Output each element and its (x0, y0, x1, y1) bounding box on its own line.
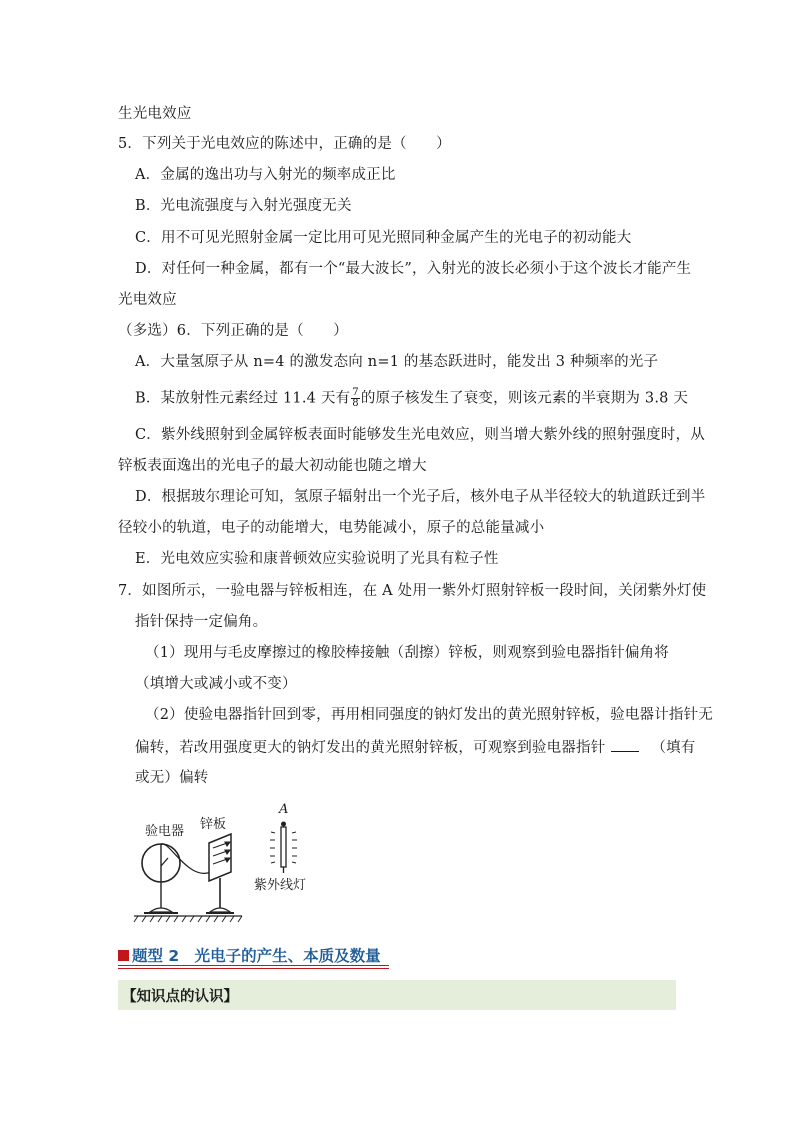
q6-option-a: A．大量氢原子从 n=4 的激发态向 n=1 的基态跃进时，能发出 3 种频率的光子 (135, 354, 659, 370)
q6-option-c-line1: C．紫外线照射到金属锌板表面时能够发生光电效应，则当增大紫外线的照射强度时，从 (135, 427, 705, 443)
knowledge-banner (118, 980, 676, 1010)
answer-blank[interactable] (611, 737, 639, 752)
fraction-denominator: 8 (352, 398, 359, 409)
fraction-numerator: 7 (352, 387, 359, 398)
text-line: 生光电效应 (118, 106, 192, 122)
heading-marker-icon (118, 950, 129, 961)
question-6-stem: （多选）6．下列正确的是（ ） (118, 323, 348, 339)
q7-part1-line2: （填增大或减小或不变） (135, 676, 297, 692)
fraction-seven-eighths (351, 388, 360, 409)
q7-part2-prefix: 偏转，若改用强度更大的钠灯发出的黄光照射锌板，可观察到验电器指针 (135, 740, 606, 756)
q5-option-c: C．用不可见光照射金属一定比用可见光照同种金属产生的光电子的初动能大 (135, 230, 632, 246)
q7-part2-line1: （2）使验电器指针回到零，再用相同强度的钠灯发出的黄光照射锌板，验电器计指针无 (145, 707, 714, 723)
q6-option-d-line1: D．根据玻尔理论可知，氢原子辐射出一个光子后，核外电子从半径较大的轨道跃迁到半 (135, 489, 706, 505)
electroscope-label: 验电器 (145, 824, 185, 839)
q6-option-d-line2: 径较小的轨道，电子的动能增大，电势能减小，原子的总能量减小 (118, 520, 545, 536)
q6-option-e: E．光电效应实验和康普顿效应实验说明了光具有粒子性 (135, 551, 499, 567)
point-a-label: A (279, 802, 289, 817)
heading-underline (118, 965, 389, 966)
q5-option-a: A．金属的逸出功与入射光的频率成正比 (135, 167, 396, 183)
q5-option-d-line1: D．对任何一种金属，都有一个“最大波长”，入射光的波长必须小于这个波长才能产生 (135, 261, 692, 277)
knowledge-label: 【知识点的认识】 (122, 989, 238, 1005)
question-5-stem: 5．下列关于光电效应的陈述中，正确的是（ ） (118, 136, 451, 152)
heading-underline-secondary (118, 968, 389, 969)
uv-lamp-label: 紫外线灯 (254, 878, 307, 893)
q7-part2-suffix: （填有 (651, 740, 696, 756)
section-title: 题型 2 光电子的产生、本质及数量 (132, 947, 381, 965)
uv-lamp (281, 827, 286, 867)
q6b-prefix: B．某放射性元素经过 11.4 天有 (135, 390, 351, 407)
q7-part2-line3: 或无）偏转 (135, 770, 209, 786)
q6-option-c-line2: 锌板表面逸出的光电子的最大初动能也随之增大 (118, 458, 427, 474)
q6-option-b (135, 388, 688, 409)
question-7-stem-line1: 7．如图所示，一验电器与锌板相连，在 A 处用一紫外灯照射锌板一段时间，关闭紫外灯使 (118, 583, 707, 599)
question-7-stem-line2: 指针保持一定偏角。 (135, 614, 268, 630)
section-heading (118, 944, 381, 966)
experiment-figure (130, 800, 330, 930)
q6b-suffix: 的原子核发生了衰变，则该元素的半衰期为 3.8 天 (360, 390, 689, 407)
electroscope-needle (161, 858, 168, 866)
connecting-wire (161, 844, 215, 874)
zinc-plate-label: 锌板 (200, 817, 227, 832)
q5-option-d-line2: 光电效应 (118, 292, 177, 308)
q5-option-b: B．光电流强度与入射光强度无关 (135, 198, 352, 214)
q7-part2-line2 (135, 737, 696, 758)
q7-part1-line1: （1）现用与毛皮摩擦过的橡胶棒接触（刮擦）锌板，则观察到验电器指针偏角将 (145, 645, 669, 661)
